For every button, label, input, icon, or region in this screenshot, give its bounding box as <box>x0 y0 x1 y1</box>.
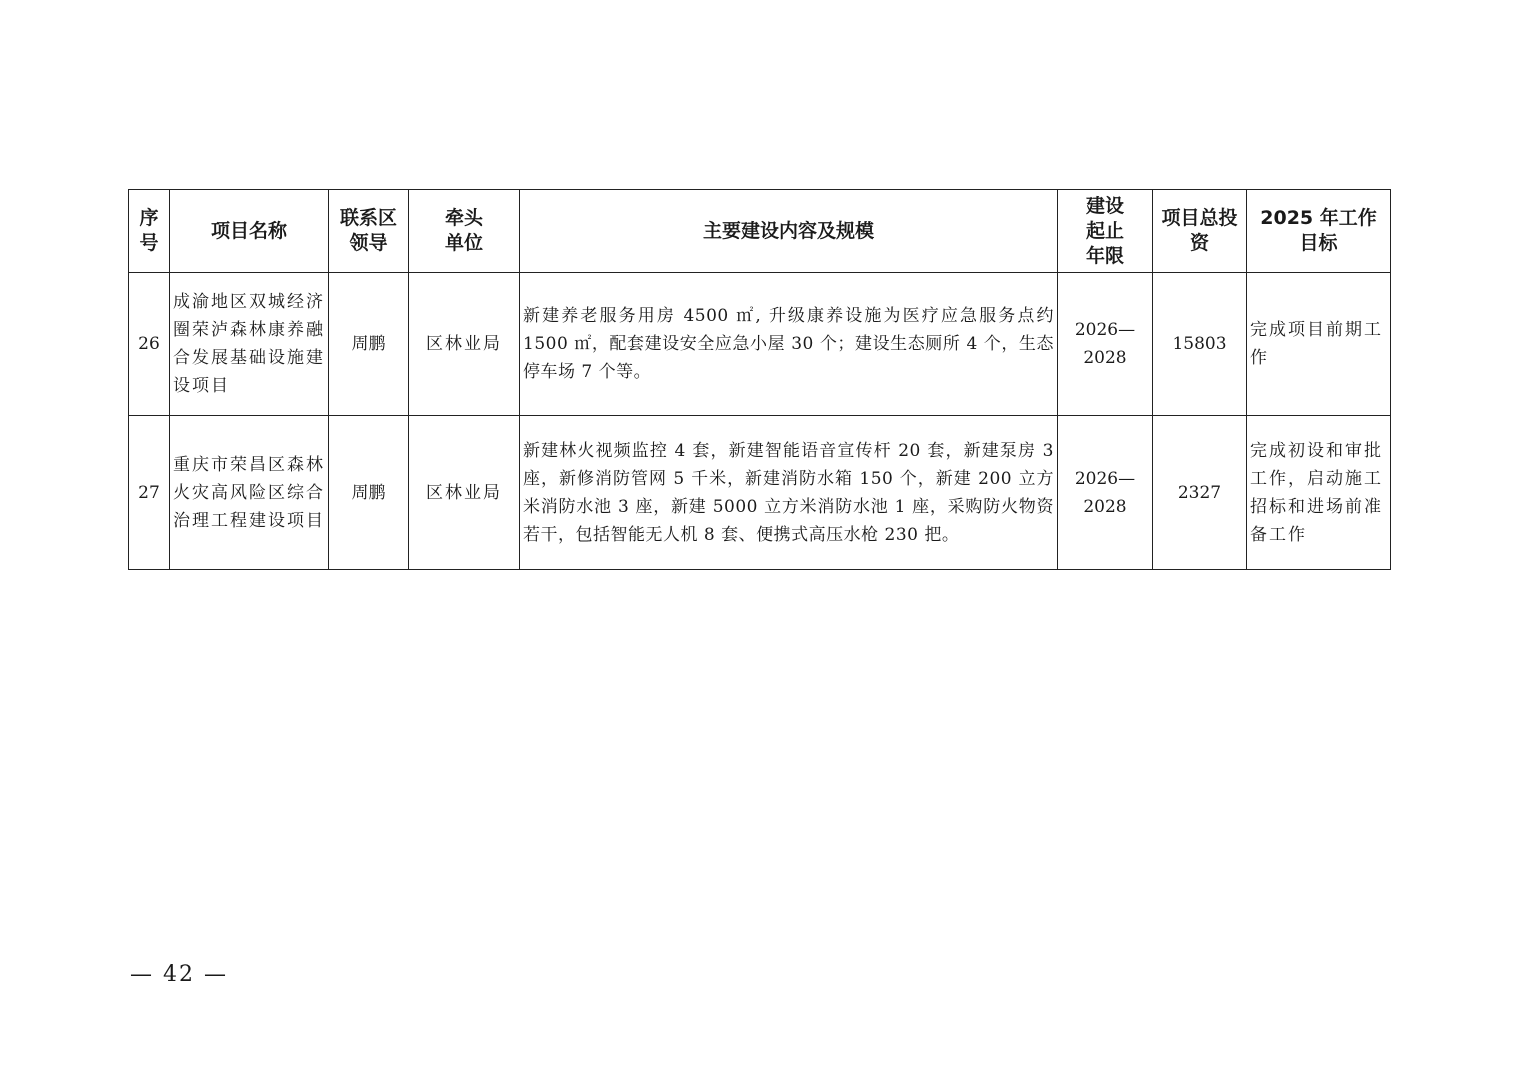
row-content: 新建林火视频监控 4 套，新建智能语音宣传杆 20 套，新建泵房 3 座，新修消防管网 5 千米，新建消防水箱 150 个，新建 200 立方米消防水池 3 座，新建 5000 立方米消防水池 1 座，采购防火物资若干，包括智能无人机 8 套、便携式高压水枪 230 把。 <box>520 416 1058 570</box>
header-period: 建设起止年限 <box>1058 190 1153 273</box>
row-target: 完成初设和审批工作，启动施工招标和进场前准备工作 <box>1247 416 1391 570</box>
row-target: 完成项目前期工作 <box>1247 273 1391 416</box>
header-unit: 牵头单位 <box>409 190 520 273</box>
row-seq: 26 <box>129 273 170 416</box>
row-period-start: 2026— <box>1074 320 1136 340</box>
row-unit: 区林业局 <box>409 273 520 416</box>
row-investment: 15803 <box>1153 273 1247 416</box>
row-content: 新建养老服务用房 4500 ㎡, 升级康养设施为医疗应急服务点约 1500 ㎡，配套建设安全应急小屋 30 个；建设生态厕所 4 个，生态停车场 7 个等。 <box>520 273 1058 416</box>
row-period <box>1058 273 1153 416</box>
row-leader: 周鹏 <box>329 273 409 416</box>
row-name: 成渝地区双城经济圈荣泸森林康养融合发展基础设施建设项目 <box>170 273 329 416</box>
row-seq: 27 <box>129 416 170 570</box>
row-period-start: 2026— <box>1074 468 1136 489</box>
row-period-end: 2028 <box>1083 496 1127 517</box>
row-name: 重庆市荣昌区森林火灾高风险区综合治理工程建设项目 <box>170 416 329 570</box>
header-investment: 项目总投资 <box>1153 190 1247 273</box>
project-table <box>128 189 1391 570</box>
row-unit: 区林业局 <box>409 416 520 570</box>
row-period-end: 2028 <box>1083 348 1127 368</box>
header-seq: 序号 <box>129 190 170 273</box>
table-header-row <box>129 190 1391 273</box>
header-target: 2025 年工作目标 <box>1247 190 1391 273</box>
header-leader: 联系区领导 <box>329 190 409 273</box>
row-investment: 2327 <box>1153 416 1247 570</box>
header-name: 项目名称 <box>170 190 329 273</box>
header-content: 主要建设内容及规模 <box>520 190 1058 273</box>
page-number: — 42 — <box>130 962 228 987</box>
row-period <box>1058 416 1153 570</box>
table-row <box>129 416 1391 570</box>
table-row <box>129 273 1391 416</box>
row-leader: 周鹏 <box>329 416 409 570</box>
